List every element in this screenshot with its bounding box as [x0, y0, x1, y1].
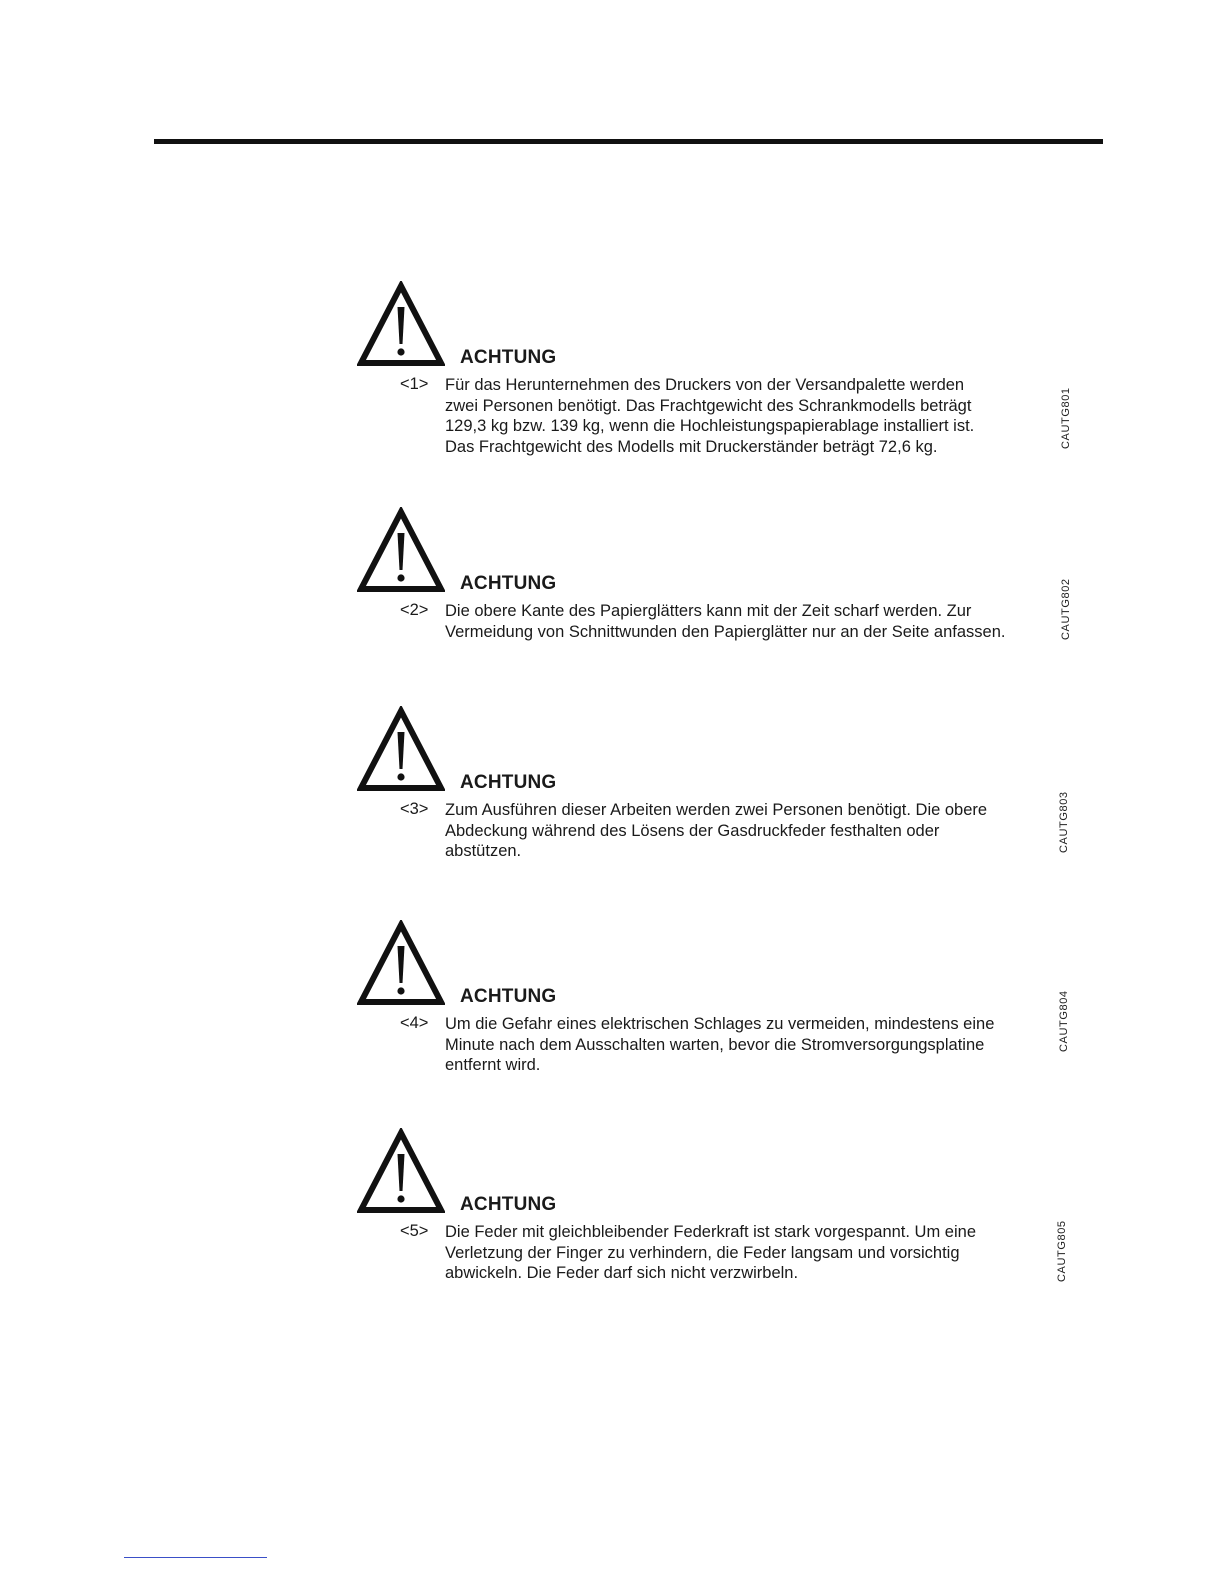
- caution-text-line: entfernt wird.: [445, 1056, 541, 1074]
- caution-number: <5>: [400, 1222, 429, 1240]
- caution-text-line: Abdeckung während des Lösens der Gasdruckfeder festhalten oder: [445, 821, 940, 840]
- caution-text: [445, 1014, 1055, 1076]
- caution-text: [445, 601, 1055, 642]
- caution-number: <3>: [400, 800, 429, 818]
- caution-text-line: Verletzung der Finger zu verhindern, die Feder langsam und vorsichtig: [445, 1243, 960, 1262]
- caution-text: [445, 800, 1055, 862]
- caution-text-line: 129,3 kg bzw. 139 kg, wenn die Hochleistungspapierablage installiert ist.: [445, 417, 975, 435]
- caution-number: <4>: [400, 1014, 429, 1032]
- caution-text-line: zwei Personen benötigt. Das Frachtgewicht des Schrankmodells beträgt: [445, 396, 972, 415]
- warning-triangle-icon: [357, 507, 445, 593]
- caution-text-line: Um die Gefahr eines elektrischen Schlages zu vermeiden, mindestens eine: [445, 1015, 995, 1033]
- caution-ref-code: CAUTG801: [1060, 387, 1072, 449]
- caution-text: [445, 1222, 1055, 1284]
- warning-triangle-icon: [357, 1128, 445, 1214]
- caution-text: [445, 375, 1055, 457]
- caution-ref-code: CAUTG803: [1058, 791, 1070, 853]
- warning-triangle-icon: [357, 920, 445, 1006]
- warning-triangle-icon: [357, 706, 445, 792]
- warning-triangle-icon: [357, 281, 445, 367]
- top-rule: [154, 139, 1103, 144]
- caution-heading: ACHTUNG: [460, 573, 557, 594]
- caution-ref-code: CAUTG805: [1056, 1220, 1068, 1282]
- caution-ref-code: CAUTG802: [1060, 578, 1072, 640]
- caution-heading: ACHTUNG: [460, 347, 557, 368]
- caution-text-line: Vermeidung von Schnittwunden den Papierglätter nur an der Seite anfassen.: [445, 622, 1006, 641]
- footer-rule: [124, 1557, 267, 1558]
- caution-heading: ACHTUNG: [460, 986, 557, 1007]
- caution-text-line: abwickeln. Die Feder darf sich nicht verzwirbeln.: [445, 1264, 799, 1282]
- caution-text-line: Die obere Kante des Papierglätters kann mit der Zeit scharf werden. Zur: [445, 602, 972, 620]
- caution-number: <1>: [400, 375, 429, 393]
- caution-text-line: Das Frachtgewicht des Modells mit Druckerständer beträgt 72,6 kg.: [445, 437, 938, 456]
- caution-number: <2>: [400, 601, 429, 619]
- caution-text-line: abstützen.: [445, 842, 522, 860]
- caution-text-line: Zum Ausführen dieser Arbeiten werden zwei Personen benötigt. Die obere: [445, 801, 988, 819]
- caution-text-line: Die Feder mit gleichbleibender Federkraft ist stark vorgespannt. Um eine: [445, 1223, 976, 1241]
- caution-text-line: Minute nach dem Ausschalten warten, bevor die Stromversorgungsplatine: [445, 1035, 985, 1054]
- caution-heading: ACHTUNG: [460, 1194, 557, 1215]
- caution-heading: ACHTUNG: [460, 772, 557, 793]
- caution-text-line: Für das Herunternehmen des Druckers von der Versandpalette werden: [445, 376, 965, 394]
- caution-ref-code: CAUTG804: [1058, 990, 1070, 1052]
